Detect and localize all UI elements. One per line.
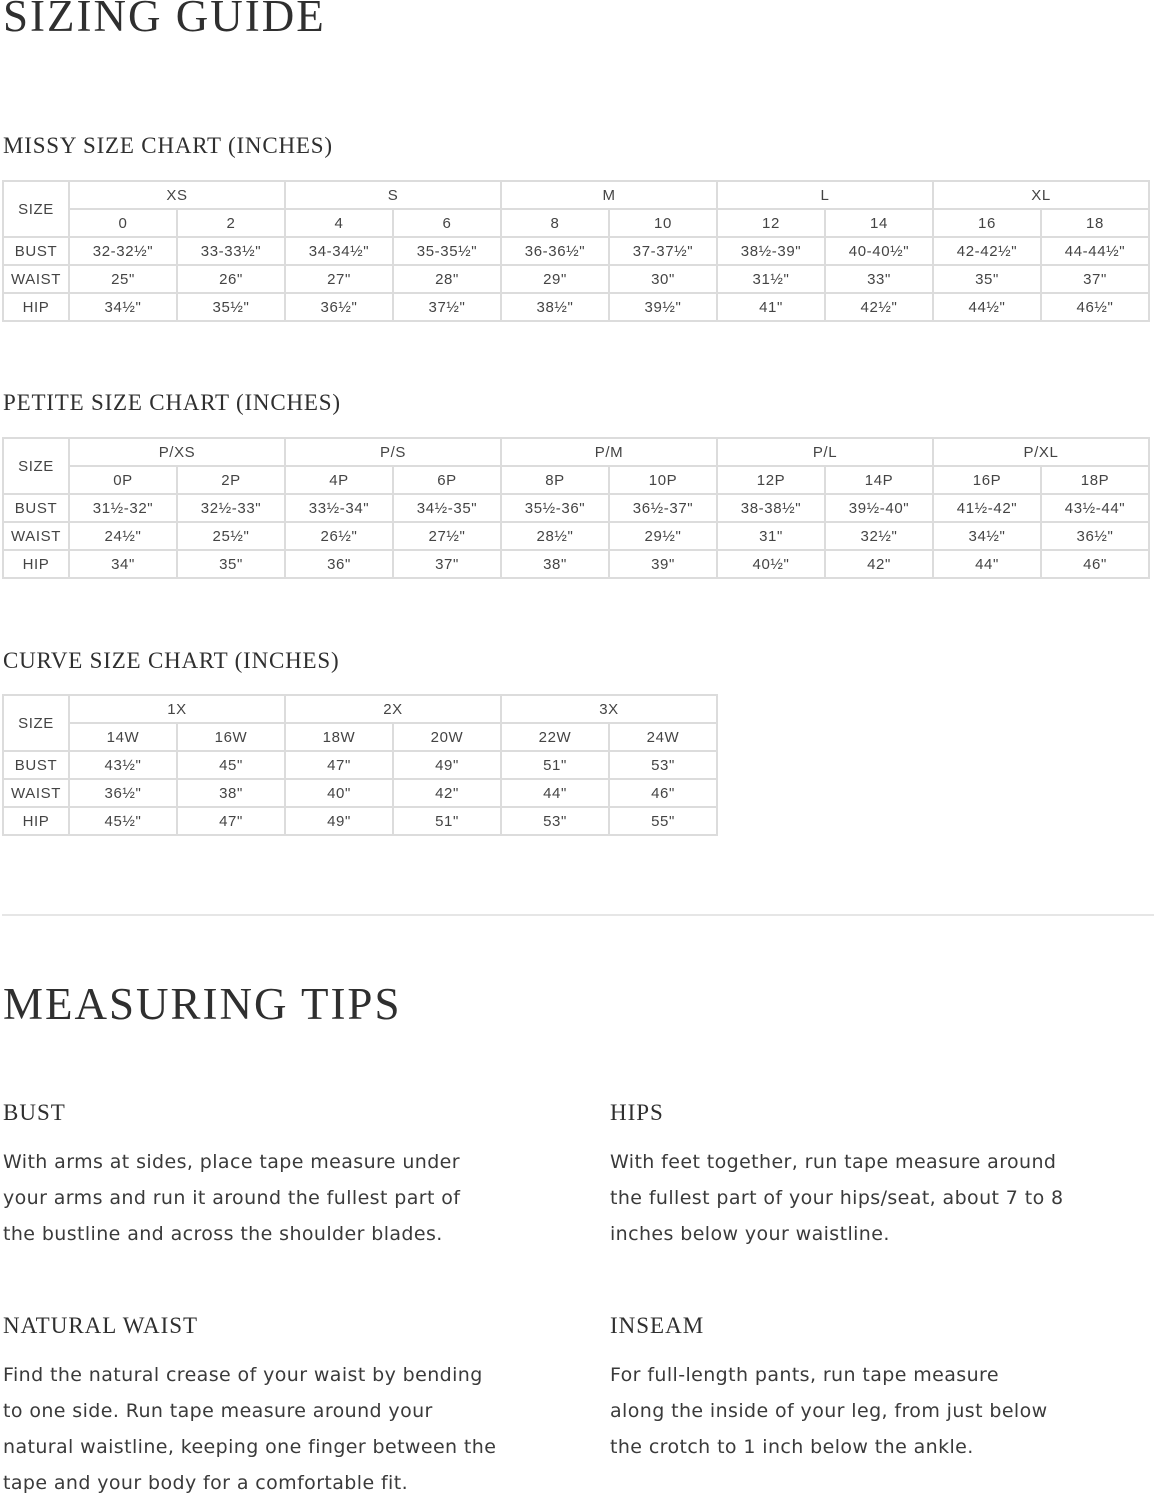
measurement-value: 26" xyxy=(177,265,285,293)
measurement-value: 51" xyxy=(393,807,501,835)
petite-chart-title: PETITE SIZE CHART (INCHES) xyxy=(3,390,341,415)
measurement-value: 27½" xyxy=(393,522,501,550)
size-group-header: P/L xyxy=(717,438,933,466)
measurement-value: 51" xyxy=(501,751,609,779)
measurement-value: 28" xyxy=(393,265,501,293)
measurement-value: 34½-35" xyxy=(393,494,501,522)
measurement-value: 44-44½" xyxy=(1041,237,1149,265)
measurement-value: 40½" xyxy=(717,550,825,578)
tip-hips-text: With feet together, run tape measure around the fullest part of your hips/seat, about 7 to 8 inches below your waistline. xyxy=(610,1151,1064,1245)
size-header-label: SIZE xyxy=(3,438,69,494)
measurement-value: 26½" xyxy=(285,522,393,550)
petite-size-table xyxy=(2,437,1150,579)
size-group-row xyxy=(3,181,1149,209)
size-group-header: XL xyxy=(933,181,1149,209)
curve-size-table xyxy=(2,694,718,836)
size-number-header: 16W xyxy=(177,723,285,751)
table-row xyxy=(3,494,1149,522)
measurement-label: BUST xyxy=(3,751,69,779)
size-number-header: 18P xyxy=(1041,466,1149,494)
measurement-label: BUST xyxy=(3,494,69,522)
measurement-value: 40" xyxy=(285,779,393,807)
missy-size-table xyxy=(2,180,1150,322)
missy-chart-title: MISSY SIZE CHART (INCHES) xyxy=(3,133,333,158)
size-number-header: 16 xyxy=(933,209,1041,237)
measurement-label: WAIST xyxy=(3,265,69,293)
measurement-value: 37" xyxy=(393,550,501,578)
measurement-value: 44½" xyxy=(933,293,1041,321)
size-number-header: 8 xyxy=(501,209,609,237)
measurement-value: 42-42½" xyxy=(933,237,1041,265)
size-number-header: 0P xyxy=(69,466,177,494)
measurement-value: 45" xyxy=(177,751,285,779)
measurement-value: 35½-36" xyxy=(501,494,609,522)
size-group-header: S xyxy=(285,181,501,209)
table-row xyxy=(3,265,1149,293)
size-header-label: SIZE xyxy=(3,695,69,751)
measurement-value: 35" xyxy=(933,265,1041,293)
table-row xyxy=(3,779,717,807)
measurement-value: 35½" xyxy=(177,293,285,321)
tip-waist-text: Find the natural crease of your waist by bending to one side. Run tape measure around your natural waistline, keeping one finger between the tape and your body for a comfortable fit. xyxy=(3,1364,497,1494)
tip-inseam-text: For full-length pants, run tape measure along the inside of your leg, from just below the crotch to 1 inch below the ankle. xyxy=(610,1364,1048,1458)
measurement-value: 53" xyxy=(501,807,609,835)
measurement-value: 36½-37" xyxy=(609,494,717,522)
measurement-value: 39½-40" xyxy=(825,494,933,522)
measurement-value: 36½" xyxy=(1041,522,1149,550)
size-group-header: M xyxy=(501,181,717,209)
measurement-value: 44" xyxy=(933,550,1041,578)
size-number-header: 14 xyxy=(825,209,933,237)
measurement-value: 49" xyxy=(393,751,501,779)
size-group-header: 2X xyxy=(285,695,501,723)
measurement-value: 43½-44" xyxy=(1041,494,1149,522)
measurement-value: 33" xyxy=(825,265,933,293)
measurement-value: 34½" xyxy=(69,293,177,321)
measurement-value: 34½" xyxy=(933,522,1041,550)
measurement-value: 25½" xyxy=(177,522,285,550)
size-group-header: P/S xyxy=(285,438,501,466)
table-row xyxy=(3,522,1149,550)
measurement-label: HIP xyxy=(3,807,69,835)
size-number-header: 4 xyxy=(285,209,393,237)
measurement-value: 43½" xyxy=(69,751,177,779)
size-number-header: 2 xyxy=(177,209,285,237)
measurement-value: 29" xyxy=(501,265,609,293)
measurement-value: 39½" xyxy=(609,293,717,321)
measurement-value: 41½-42" xyxy=(933,494,1041,522)
measurement-value: 38" xyxy=(177,779,285,807)
section-divider xyxy=(2,914,1154,916)
size-number-header: 10P xyxy=(609,466,717,494)
measurement-value: 33½-34" xyxy=(285,494,393,522)
size-number-header: 18W xyxy=(285,723,393,751)
size-number-header: 22W xyxy=(501,723,609,751)
size-number-header: 24W xyxy=(609,723,717,751)
tip-hips-heading: HIPS xyxy=(610,1100,664,1125)
measurement-value: 37-37½" xyxy=(609,237,717,265)
size-group-row xyxy=(3,695,717,723)
measurement-value: 36½" xyxy=(69,779,177,807)
size-number-header: 20W xyxy=(393,723,501,751)
size-group-header: 3X xyxy=(501,695,717,723)
size-group-row xyxy=(3,438,1149,466)
measurement-value: 49" xyxy=(285,807,393,835)
measurement-value: 31" xyxy=(717,522,825,550)
size-group-header: P/XS xyxy=(69,438,285,466)
measurement-value: 46" xyxy=(1041,550,1149,578)
measurement-value: 38" xyxy=(501,550,609,578)
size-group-header: P/M xyxy=(501,438,717,466)
measurement-value: 38-38½" xyxy=(717,494,825,522)
measurement-value: 41" xyxy=(717,293,825,321)
measurement-value: 42" xyxy=(393,779,501,807)
tip-inseam-heading: INSEAM xyxy=(610,1313,705,1338)
size-group-header: L xyxy=(717,181,933,209)
size-number-header: 6 xyxy=(393,209,501,237)
measurement-value: 37½" xyxy=(393,293,501,321)
measurement-value: 44" xyxy=(501,779,609,807)
tip-waist-heading: NATURAL WAIST xyxy=(3,1313,199,1338)
measurement-value: 46½" xyxy=(1041,293,1149,321)
measurement-value: 34-34½" xyxy=(285,237,393,265)
measurement-value: 32½-33" xyxy=(177,494,285,522)
measurement-label: HIP xyxy=(3,293,69,321)
size-number-header: 8P xyxy=(501,466,609,494)
measurement-value: 32-32½" xyxy=(69,237,177,265)
size-group-header: 1X xyxy=(69,695,285,723)
size-number-header: 16P xyxy=(933,466,1041,494)
table-row xyxy=(3,751,717,779)
measurement-value: 35" xyxy=(177,550,285,578)
measurement-value: 55" xyxy=(609,807,717,835)
measurement-value: 37" xyxy=(1041,265,1149,293)
size-number-row xyxy=(3,466,1149,494)
measurement-value: 42½" xyxy=(825,293,933,321)
measuring-tips-title: MEASURING TIPS xyxy=(3,979,402,1029)
page-title: SIZING GUIDE xyxy=(3,0,326,41)
size-number-header: 14P xyxy=(825,466,933,494)
size-number-header: 12 xyxy=(717,209,825,237)
measurement-value: 39" xyxy=(609,550,717,578)
size-number-row xyxy=(3,723,717,751)
measurement-value: 31½" xyxy=(717,265,825,293)
size-group-header: P/XL xyxy=(933,438,1149,466)
measurement-label: HIP xyxy=(3,550,69,578)
measurement-value: 29½" xyxy=(609,522,717,550)
measurement-value: 28½" xyxy=(501,522,609,550)
table-row xyxy=(3,550,1149,578)
measurement-value: 25" xyxy=(69,265,177,293)
measurement-value: 53" xyxy=(609,751,717,779)
measurement-value: 27" xyxy=(285,265,393,293)
measurement-value: 24½" xyxy=(69,522,177,550)
measurement-value: 36½" xyxy=(285,293,393,321)
table-row xyxy=(3,293,1149,321)
measurement-value: 46" xyxy=(609,779,717,807)
tip-bust-text: With arms at sides, place tape measure under your arms and run it around the fullest part of the bustline and across the shoulder blades. xyxy=(3,1151,461,1245)
measurement-value: 45½" xyxy=(69,807,177,835)
size-number-header: 4P xyxy=(285,466,393,494)
measurement-value: 38½" xyxy=(501,293,609,321)
measurement-value: 42" xyxy=(825,550,933,578)
size-group-header: XS xyxy=(69,181,285,209)
measurement-value: 35-35½" xyxy=(393,237,501,265)
size-number-header: 14W xyxy=(69,723,177,751)
measurement-value: 47" xyxy=(177,807,285,835)
measurement-label: BUST xyxy=(3,237,69,265)
size-number-header: 12P xyxy=(717,466,825,494)
table-row xyxy=(3,807,717,835)
measurement-value: 32½" xyxy=(825,522,933,550)
measurement-value: 33-33½" xyxy=(177,237,285,265)
measurement-label: WAIST xyxy=(3,779,69,807)
measurement-value: 34" xyxy=(69,550,177,578)
measurement-value: 36" xyxy=(285,550,393,578)
size-number-header: 0 xyxy=(69,209,177,237)
measurement-value: 40-40½" xyxy=(825,237,933,265)
measurement-value: 47" xyxy=(285,751,393,779)
measurement-value: 38½-39" xyxy=(717,237,825,265)
size-number-header: 6P xyxy=(393,466,501,494)
size-number-header: 18 xyxy=(1041,209,1149,237)
size-number-header: 2P xyxy=(177,466,285,494)
measurement-value: 30" xyxy=(609,265,717,293)
size-number-header: 10 xyxy=(609,209,717,237)
measurement-value: 36-36½" xyxy=(501,237,609,265)
measurement-value: 31½-32" xyxy=(69,494,177,522)
table-row xyxy=(3,237,1149,265)
size-header-label: SIZE xyxy=(3,181,69,237)
curve-chart-title: CURVE SIZE CHART (INCHES) xyxy=(3,648,340,673)
tip-bust-heading: BUST xyxy=(3,1100,66,1125)
size-number-row xyxy=(3,209,1149,237)
measurement-label: WAIST xyxy=(3,522,69,550)
